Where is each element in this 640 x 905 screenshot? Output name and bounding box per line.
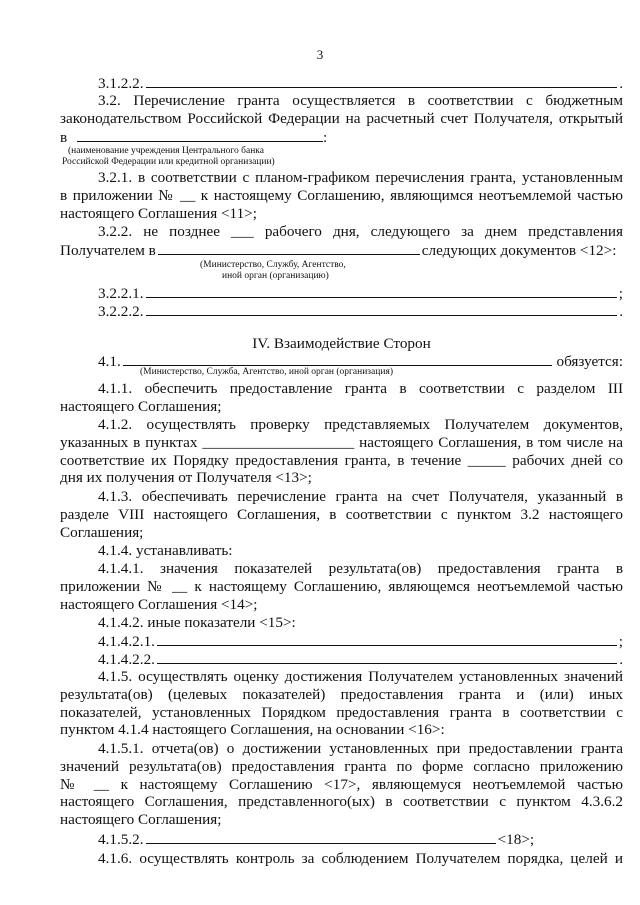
clause-text-line: 4.1.3. обеспечивать перечисление гранта на счет Получателя, указанный в: [98, 488, 623, 505]
clause-end: .: [619, 303, 623, 320]
clause-text-line: 3.2.2. не позднее ___ рабочего дня, следующего за днем представления: [98, 223, 623, 240]
blank-line[interactable]: [146, 284, 617, 298]
clause-label: 4.1.5.2.: [98, 831, 144, 848]
clause-4-1-4-1: [60, 560, 623, 613]
clause-text-line: 4.1.4.1. значения показателей результата(ов) предоставления гранта в: [98, 560, 623, 577]
note-bank: Российской Федерации или кредитной организации): [62, 157, 275, 167]
clause-text-line: [60, 128, 623, 146]
clause-text-fragment: :: [322, 128, 328, 146]
blank-line[interactable]: [146, 74, 618, 88]
clause-3-1-2-2: [60, 74, 623, 92]
clause-text-line: 4.1.4.2. иные показатели <15>:: [98, 614, 296, 631]
clause-text-line: № __ к настоящему Соглашению <17>, являющемуся неотъемлемой частью: [60, 775, 623, 793]
clause-4-1-1: [60, 380, 623, 416]
clause-text-line: 4.1.5.1. отчета(ов) о достижении установленных при предоставлении гранта: [98, 740, 623, 757]
clause-text-line: 4.1.4. устанавливать:: [98, 542, 233, 559]
section-heading: IV. Взаимодействие Сторон: [252, 335, 431, 352]
page-number: 3: [316, 47, 324, 62]
clause-text-line: настоящего Соглашения;: [60, 811, 222, 829]
clause-text-line: настоящего Соглашения <11>;: [60, 204, 257, 222]
clause-text-line: настоящего Соглашения, представленного(ых) в соответствии с пунктом 4.3.6.2: [60, 793, 623, 811]
clause-text-fragment: Получателем в: [60, 241, 156, 259]
clause-label: 3.1.2.2.: [98, 75, 144, 92]
clause-text-line: настоящего Соглашения <14>;: [60, 595, 258, 613]
blank-line[interactable]: [146, 302, 618, 316]
clause-text-line: законодательством Российской Федерации на расчетный счет Получателя, открытый: [60, 109, 623, 127]
clause-text-line: Соглашения;: [60, 523, 144, 541]
note-ministry: (Министерство, Служба, Агентство, иной орган (организация): [140, 367, 393, 377]
clause-4-1-5: [60, 668, 623, 739]
clause-text-line: настоящего Соглашения;: [60, 397, 222, 415]
clause-3-2-2: [60, 223, 623, 259]
clause-text-line: дня их получения от Получателя <13>;: [60, 469, 312, 487]
clause-text-line: 4.1.2. осуществлять проверку представляемых Получателем документов,: [98, 416, 623, 433]
blank-line[interactable]: [157, 632, 617, 646]
clause-text-line: пунктом 4.1.4 настоящего Соглашения, на основании <16>:: [60, 721, 445, 739]
note-bank: (наименование учреждения Центрального банка: [68, 146, 264, 156]
clause-4-1-4: [60, 542, 623, 560]
clause-3-2: [60, 92, 623, 145]
clause-text-line: значений результата(ов) предоставления гранта по форме согласно приложению: [60, 757, 623, 775]
clause-3-2-1: [60, 169, 623, 222]
clause-label: 3.2.2.2.: [98, 303, 144, 320]
clause-end: ;: [618, 285, 623, 302]
clause-4-1-4-2-1: [60, 632, 623, 650]
clause-text-fragment: следующих документов <12>:: [421, 241, 617, 259]
clause-label: 4.1.: [98, 353, 121, 370]
clause-text-line: [60, 241, 623, 259]
clause-text-line: 4.1.1. обеспечить предоставление гранта в соответствии с разделом III: [98, 380, 623, 397]
clause-end: ;: [618, 633, 623, 650]
clause-3-2-2-2: [60, 302, 623, 320]
clause-4-1-6: [60, 850, 623, 868]
clause-text-line: 4.1.6. осуществлять контроль за соблюдением Получателем порядка, целей и: [98, 850, 623, 867]
clause-4-1-5-1: [60, 740, 623, 829]
clause-4-1-4-2-2: [60, 650, 623, 668]
ministry-blank[interactable]: [123, 352, 553, 366]
clause-text-line: 3.2.1. в соответствии с планом-графиком перечисления гранта, установленным: [98, 169, 623, 186]
clause-text-fragment: в: [60, 128, 68, 146]
clause-text-line: приложении № __ к настоящему Соглашению, являющемся неотъемлемой частью: [60, 577, 623, 595]
clause-end: .: [619, 651, 623, 668]
clause-end: .: [619, 75, 623, 92]
clause-label: 3.2.2.1.: [98, 285, 144, 302]
clause-text-line: в приложении № __ к настоящему Соглашению, являющимся неотъемлемой частью: [60, 186, 623, 204]
clause-text-line: 4.1.5. осуществлять оценку достижения Получателем установленных значений: [98, 668, 623, 685]
clause-text-line: разделе VIII настоящего Соглашения, в соответствии с пунктом 3.2 настоящего: [60, 505, 623, 523]
ministry-blank[interactable]: [158, 241, 420, 255]
clause-label: 4.1.4.2.1.: [98, 633, 155, 650]
clause-4-1-4-2: [60, 614, 623, 632]
clause-label: 4.1.4.2.2.: [98, 651, 155, 668]
blank-line[interactable]: [157, 650, 617, 664]
clause-4-1-3: [60, 488, 623, 541]
clause-4-1-5-2: [60, 830, 623, 848]
note-ministry: (Министерство, Службу, Агентство,: [200, 260, 346, 270]
clause-text-line: показателей, установленных Порядком предоставления гранта в соответствии с: [60, 703, 623, 721]
clause-end: обязуется:: [556, 353, 623, 370]
clause-text-line: соответствие их Порядку предоставления гранта, в течение _____ рабочих дней со: [60, 451, 623, 469]
clause-end: <18>;: [497, 831, 535, 848]
blank-line[interactable]: [146, 830, 496, 844]
bank-name-blank[interactable]: [77, 128, 323, 142]
clause-3-2-2-1: [60, 284, 623, 302]
clause-text-line: результата(ов) (целевых показателей) предоставления гранта и (или) иных: [60, 685, 623, 703]
clause-text-line: 3.2. Перечисление гранта осуществляется в соответствии с бюджетным: [98, 92, 623, 109]
clause-text-line: указанных в пунктах ____________________ настоящего Соглашения, в том числе на: [60, 433, 623, 451]
note-ministry: иной орган (организацию): [222, 271, 329, 281]
clause-4-1-2: [60, 416, 623, 487]
